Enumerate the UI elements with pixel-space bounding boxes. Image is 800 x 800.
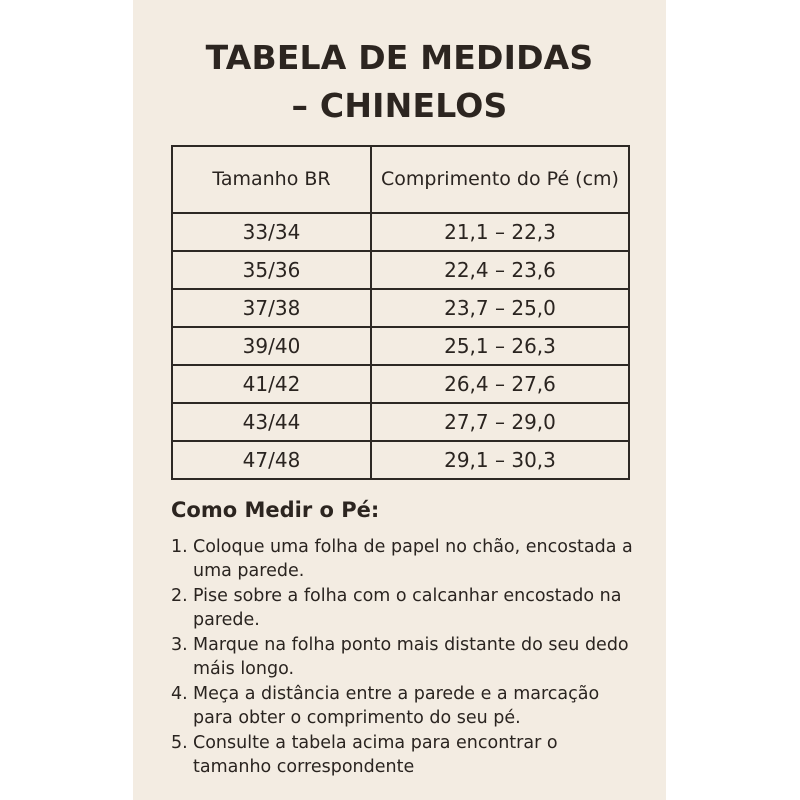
list-item [171,682,641,730]
list-item [171,535,641,583]
size-cell: 43/44 [172,403,371,441]
list-item [171,584,641,632]
length-cell: 23,7 – 25,0 [371,289,629,327]
step-text: Marque na folha ponto mais distante do seu dedo máis longo. [193,635,629,679]
table-row [172,289,629,327]
title-line-2: – CHINELOS [291,86,508,125]
step-number: 2. [171,586,188,606]
length-cell: 25,1 – 26,3 [371,327,629,365]
step-number: 4. [171,684,188,704]
table-row [172,251,629,289]
column-header-length: Comprimento do Pé (cm) [371,146,629,213]
size-chart-card [133,0,666,800]
page-title [133,34,666,130]
step-text: Coloque uma folha de papel no chão, encostada a uma parede. [193,537,633,581]
list-item [171,633,641,681]
step-text: Consulte a tabela acima para encontrar o tamanho correspondente [193,733,558,777]
size-cell: 39/40 [172,327,371,365]
table-row [172,327,629,365]
howto-heading: Como Medir o Pé: [171,498,380,522]
table-row [172,403,629,441]
length-cell: 22,4 – 23,6 [371,251,629,289]
length-cell: 29,1 – 30,3 [371,441,629,479]
step-text: Meça a distância entre a parede e a marcação para obter o comprimento do seu pé. [193,684,600,728]
size-cell: 35/36 [172,251,371,289]
table-header-row [172,146,629,213]
step-number: 3. [171,635,188,655]
size-cell: 33/34 [172,213,371,251]
step-number: 1. [171,537,188,557]
column-header-size: Tamanho BR [172,146,371,213]
length-cell: 26,4 – 27,6 [371,365,629,403]
length-cell: 21,1 – 22,3 [371,213,629,251]
step-text: Pise sobre a folha com o calcanhar encostado na parede. [193,586,622,630]
howto-steps-list [171,535,641,780]
size-table [171,145,630,480]
table-row [172,441,629,479]
step-number: 5. [171,733,188,753]
size-cell: 41/42 [172,365,371,403]
size-cell: 37/38 [172,289,371,327]
table-row [172,365,629,403]
title-line-1: TABELA DE MEDIDAS [205,38,594,77]
list-item [171,731,641,779]
table-row [172,213,629,251]
size-cell: 47/48 [172,441,371,479]
length-cell: 27,7 – 29,0 [371,403,629,441]
